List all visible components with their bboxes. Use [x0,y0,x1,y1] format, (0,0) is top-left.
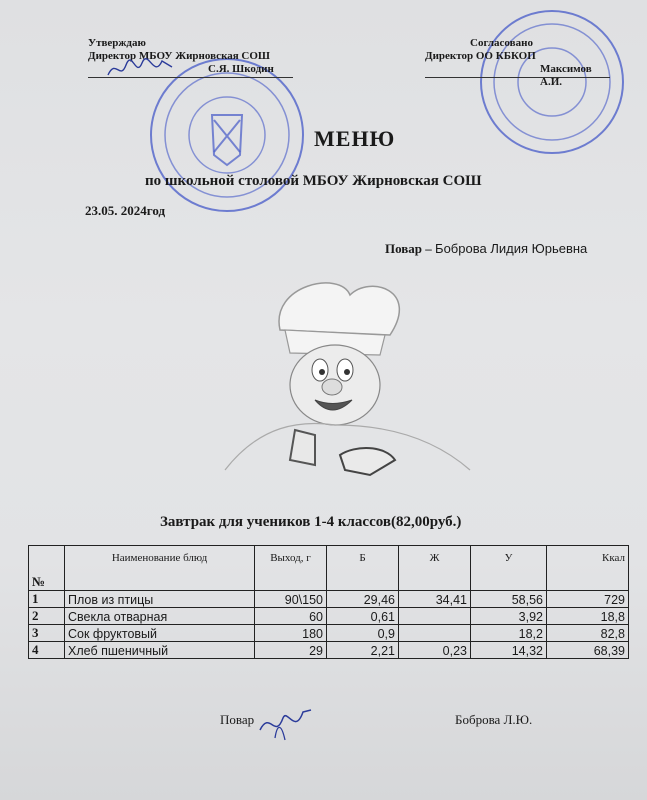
cook-label: Повар – [385,241,432,256]
cell-dish: Свекла отварная [65,608,255,625]
header-right [425,37,625,88]
cell-carbs: 58,56 [471,591,547,608]
cell-kcal: 18,8 [547,608,629,625]
cell-kcal: 82,8 [547,625,629,642]
cell-dish: Плов из птицы [65,591,255,608]
agreer-name: Максимов А.И. [540,63,592,88]
footer-cook-label: Повар [220,712,255,727]
cell-index: 2 [29,608,65,625]
approver-position: Директор МБОУ Жирновская СОШ [88,50,271,62]
cell-kcal: 729 [547,591,629,608]
menu-table [28,545,629,659]
table-row [29,642,629,659]
cell-fat: 0,23 [399,642,471,659]
cell-dish: Хлеб пшеничный [65,642,255,659]
page-subtitle: по школьной столовой МБОУ Жирновская СОШ [145,173,482,189]
cell-protein: 0,9 [327,625,399,642]
table-row [29,591,629,608]
cell-yield: 29 [255,642,327,659]
table-header-row [29,546,629,591]
cell-fat [399,608,471,625]
cell-carbs: 18,2 [471,625,547,642]
cell-dish: Сок фруктовый [65,625,255,642]
cell-fat: 34,41 [399,591,471,608]
cook-signature [255,700,315,745]
approver-signature-line [88,63,293,78]
cell-protein: 0,61 [327,608,399,625]
cook-line [385,241,587,257]
cell-yield: 90\150 [255,591,327,608]
column-header: Ж [399,546,471,591]
cell-carbs: 14,32 [471,642,547,659]
approve-label: Утверждаю [88,37,146,49]
cell-yield: 60 [255,608,327,625]
approver-name: С.Я. Шкодин [208,63,274,75]
column-header: № [29,546,65,591]
cell-protein: 29,46 [327,591,399,608]
column-header: Ккал [547,546,629,591]
column-header: Наименование блюд [65,546,255,591]
table-row [29,608,629,625]
header-left [88,37,318,78]
agreer-signature-line [425,63,610,88]
cell-kcal: 68,39 [547,642,629,659]
column-header: Б [327,546,399,591]
cell-index: 3 [29,625,65,642]
column-header: Выход, г [255,546,327,591]
cell-protein: 2,21 [327,642,399,659]
column-header: У [471,546,547,591]
cell-yield: 180 [255,625,327,642]
footer-cook-name: Боброва Л.Ю. [455,712,533,727]
cell-fat [399,625,471,642]
menu-date: 23.05. 2024год [85,203,166,218]
cook-name: Боброва Лидия Юрьевна [435,241,588,256]
page-title: МЕНЮ [314,126,396,151]
meal-section-title: Завтрак для учеников 1-4 классов(82,00руб.) [160,514,462,530]
cell-index: 1 [29,591,65,608]
agreer-position: Директор ОО КБКОП [425,50,536,62]
agree-label: Согласовано [470,37,533,49]
chef-illustration [220,275,480,490]
table-row [29,625,629,642]
cell-carbs: 3,92 [471,608,547,625]
cell-index: 4 [29,642,65,659]
approver-signature [106,53,176,83]
